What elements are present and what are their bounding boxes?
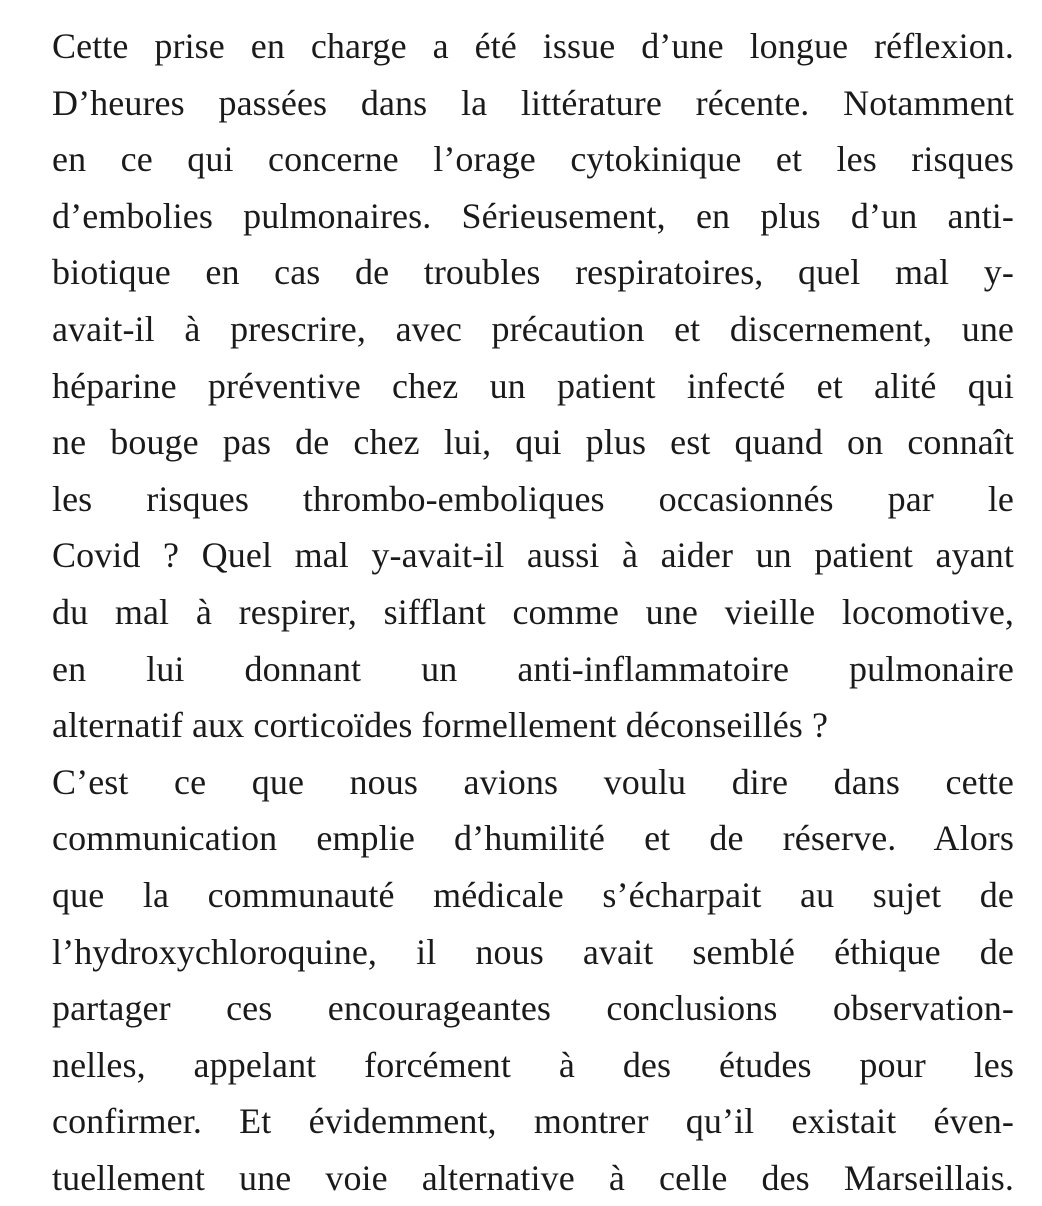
text-line: C’est ce que nous avions voulu dire dans cette [52, 761, 1014, 802]
text-line: avait-il à prescrire, avec précaution et discernement, une [52, 308, 1014, 349]
text-line: tuellement une voie alternative à celle des Marseillais. [52, 1157, 1014, 1198]
text-line: biotique en cas de troubles respiratoires, quel mal y- [52, 252, 1014, 293]
text-line: du mal à respirer, sifflant comme une vieille locomotive, [52, 591, 1014, 632]
text-line: héparine préventive chez un patient infecté et alité qui [52, 365, 1014, 406]
text-line: partager ces encourageantes conclusions observation- [52, 988, 1014, 1029]
text-line: confirmer. Et évidemment, montrer qu’il existait éven- [52, 1101, 1014, 1142]
document-page [52, 18, 1014, 1206]
paragraph-2 [52, 754, 1014, 1206]
text-line: d’embolies pulmonaires. Sérieusement, en plus d’un anti- [52, 195, 1014, 236]
text-line: Covid ? Quel mal y-avait-il aussi à aider un patient ayant [52, 535, 1014, 576]
paragraph-1 [52, 18, 1014, 754]
text-line: nelles, appelant forcément à des études pour les [52, 1044, 1014, 1085]
text-line: communication emplie d’humilité et de réserve. Alors [52, 818, 1014, 859]
text-line: Cette prise en charge a été issue d’une longue réflexion. [52, 26, 1014, 66]
text-line: l’hydroxychloroquine, il nous avait semblé éthique de [52, 931, 1014, 972]
text-line: en ce qui concerne l’orage cytokinique et les risques [52, 139, 1014, 180]
text-line: alternatif aux corticoïdes formellement déconseillés ? [52, 705, 829, 746]
text-line: ne bouge pas de chez lui, qui plus est quand on connaît [52, 422, 1014, 463]
text-line: les risques thrombo-emboliques occasionnés par le [52, 478, 1014, 519]
text-line: que la communauté médicale s’écharpait au sujet de [52, 874, 1014, 915]
text-line: en lui donnant un anti-inflammatoire pulmonaire [52, 648, 1014, 689]
text-line: D’heures passées dans la littérature récente. Notamment [52, 82, 1014, 123]
